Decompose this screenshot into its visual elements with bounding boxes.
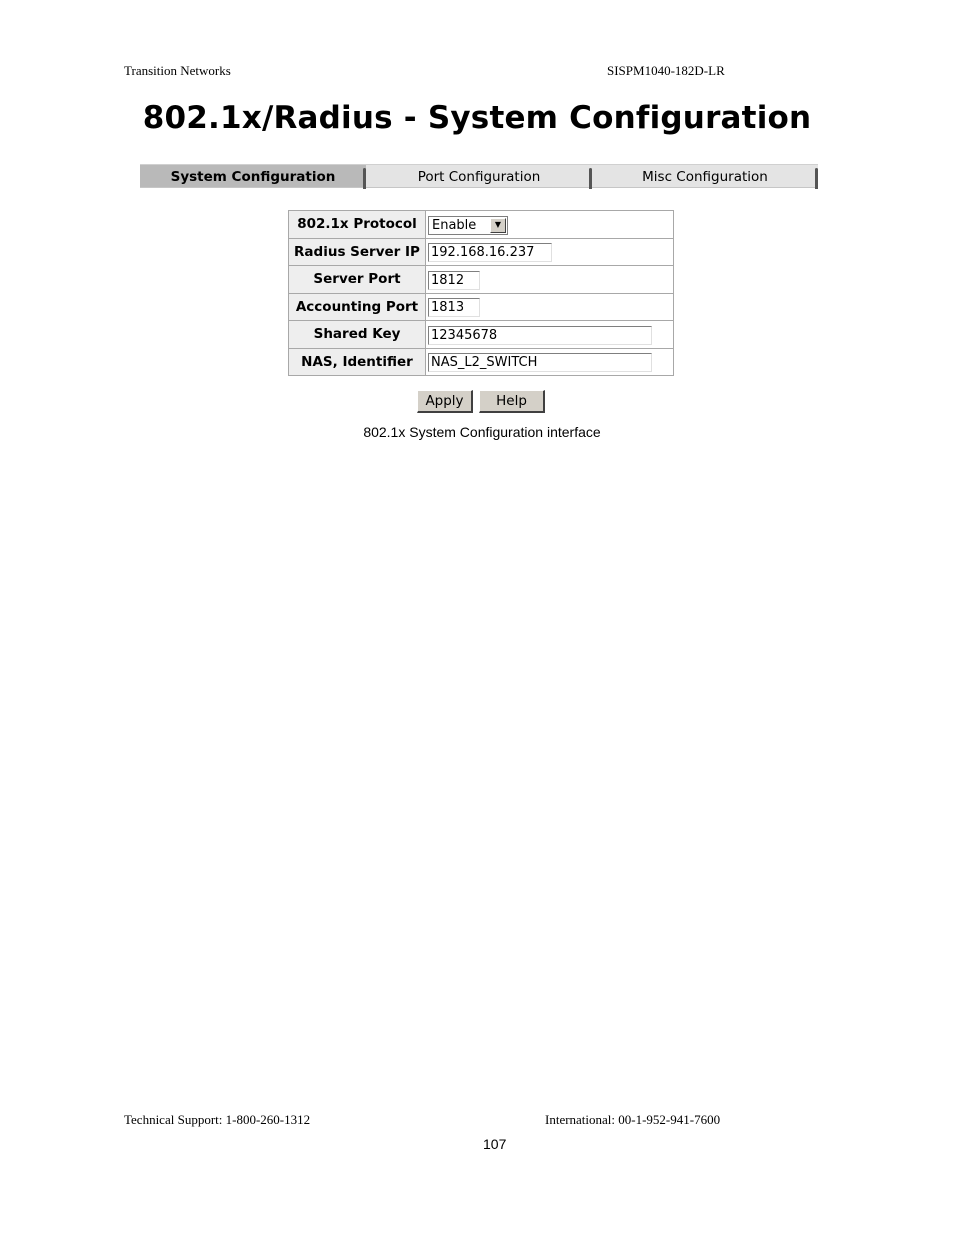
table-row xyxy=(289,321,674,349)
page-title: 802.1x/Radius - System Configuration xyxy=(142,100,812,136)
server-port-input[interactable] xyxy=(428,271,480,290)
accounting-port-label: Accounting Port xyxy=(289,293,426,321)
nas-identifier-label: NAS, Identifier xyxy=(289,348,426,376)
footer-international: International: 00-1-952-941-7600 xyxy=(545,1112,721,1127)
footer-support: Technical Support: 1-800-260-1312 xyxy=(124,1112,311,1127)
radius-server-ip-input[interactable] xyxy=(428,243,552,262)
tab-port-configuration[interactable]: Port Configuration xyxy=(366,164,592,188)
accounting-port-input[interactable] xyxy=(428,298,480,317)
shared-key-input[interactable] xyxy=(428,326,652,345)
table-row xyxy=(289,238,674,266)
shared-key-label: Shared Key xyxy=(289,321,426,349)
header-model: SISPM1040-182D-LR xyxy=(607,63,725,78)
nas-identifier-input[interactable] xyxy=(428,353,652,372)
config-form-table xyxy=(288,210,674,376)
chevron-down-icon[interactable]: ▼ xyxy=(490,218,506,233)
radius-server-ip-label: Radius Server IP xyxy=(289,238,426,266)
table-row xyxy=(289,266,674,294)
action-buttons xyxy=(417,390,545,413)
server-port-label: Server Port xyxy=(289,266,426,294)
protocol-select-value: Enable xyxy=(432,217,477,233)
figure-caption: 802.1x System Configuration interface xyxy=(363,424,601,440)
table-row xyxy=(289,348,674,376)
tab-bar xyxy=(140,164,818,188)
table-row xyxy=(289,293,674,321)
table-row xyxy=(289,211,674,239)
tab-misc-configuration[interactable]: Misc Configuration xyxy=(592,164,818,188)
protocol-select[interactable] xyxy=(428,216,508,235)
header-company: Transition Networks xyxy=(124,63,231,78)
tab-system-configuration[interactable]: System Configuration xyxy=(140,164,366,188)
apply-button[interactable]: Apply xyxy=(417,390,473,413)
help-button[interactable]: Help xyxy=(479,390,545,413)
page-number: 107 xyxy=(483,1136,507,1152)
protocol-label: 802.1x Protocol xyxy=(289,211,426,239)
